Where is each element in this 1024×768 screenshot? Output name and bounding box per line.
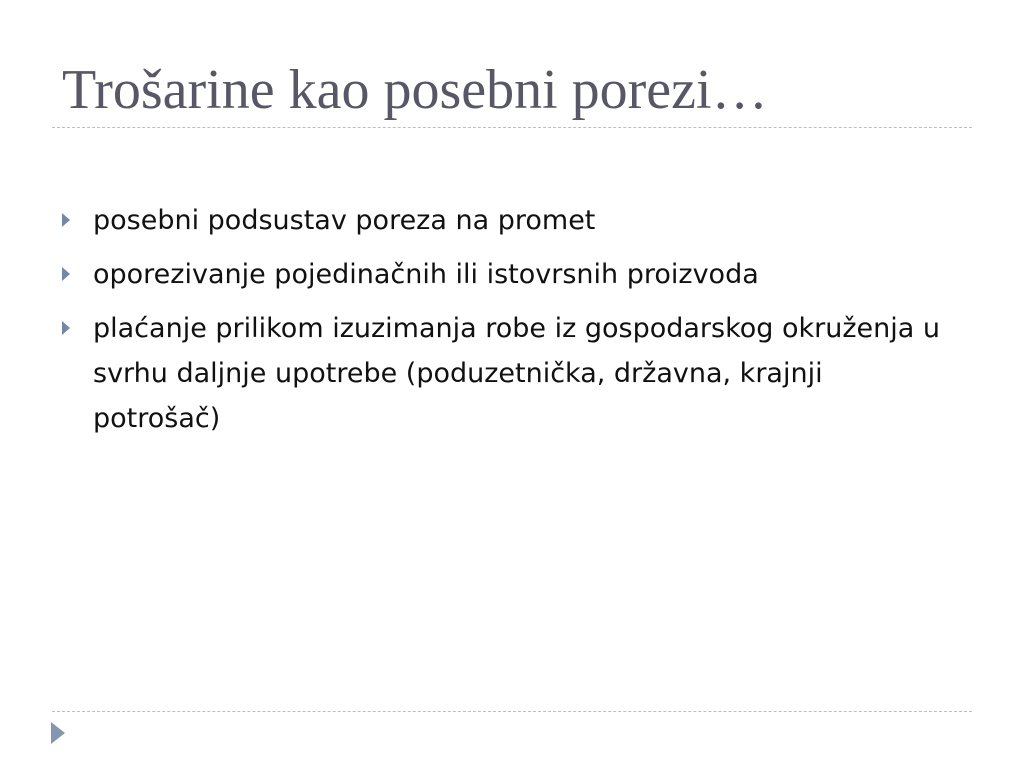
title-divider: [52, 127, 972, 128]
triangle-right-icon: [62, 267, 70, 281]
slide-title: Trošarine kao posebni porezi…: [62, 59, 768, 121]
bullet-text: posebni podsustav poreza na promet: [93, 205, 596, 236]
footer-divider: [52, 711, 972, 712]
bullet-item: [62, 252, 942, 297]
bullet-item: [62, 306, 942, 441]
bullet-text: oporezivanje pojedinačnih ili istovrsnih proizvoda: [93, 259, 759, 290]
play-arrow-icon: [51, 722, 65, 744]
bullet-text: plaćanje prilikom izuzimanja robe iz gospodarskog okruženja u svrhu daljnje upotrebe (poduzetnička, državna, krajnji potrošač): [93, 313, 941, 434]
triangle-right-icon: [62, 321, 70, 335]
triangle-right-icon: [62, 213, 70, 227]
bullet-list: [62, 198, 942, 450]
bullet-item: [62, 198, 942, 243]
